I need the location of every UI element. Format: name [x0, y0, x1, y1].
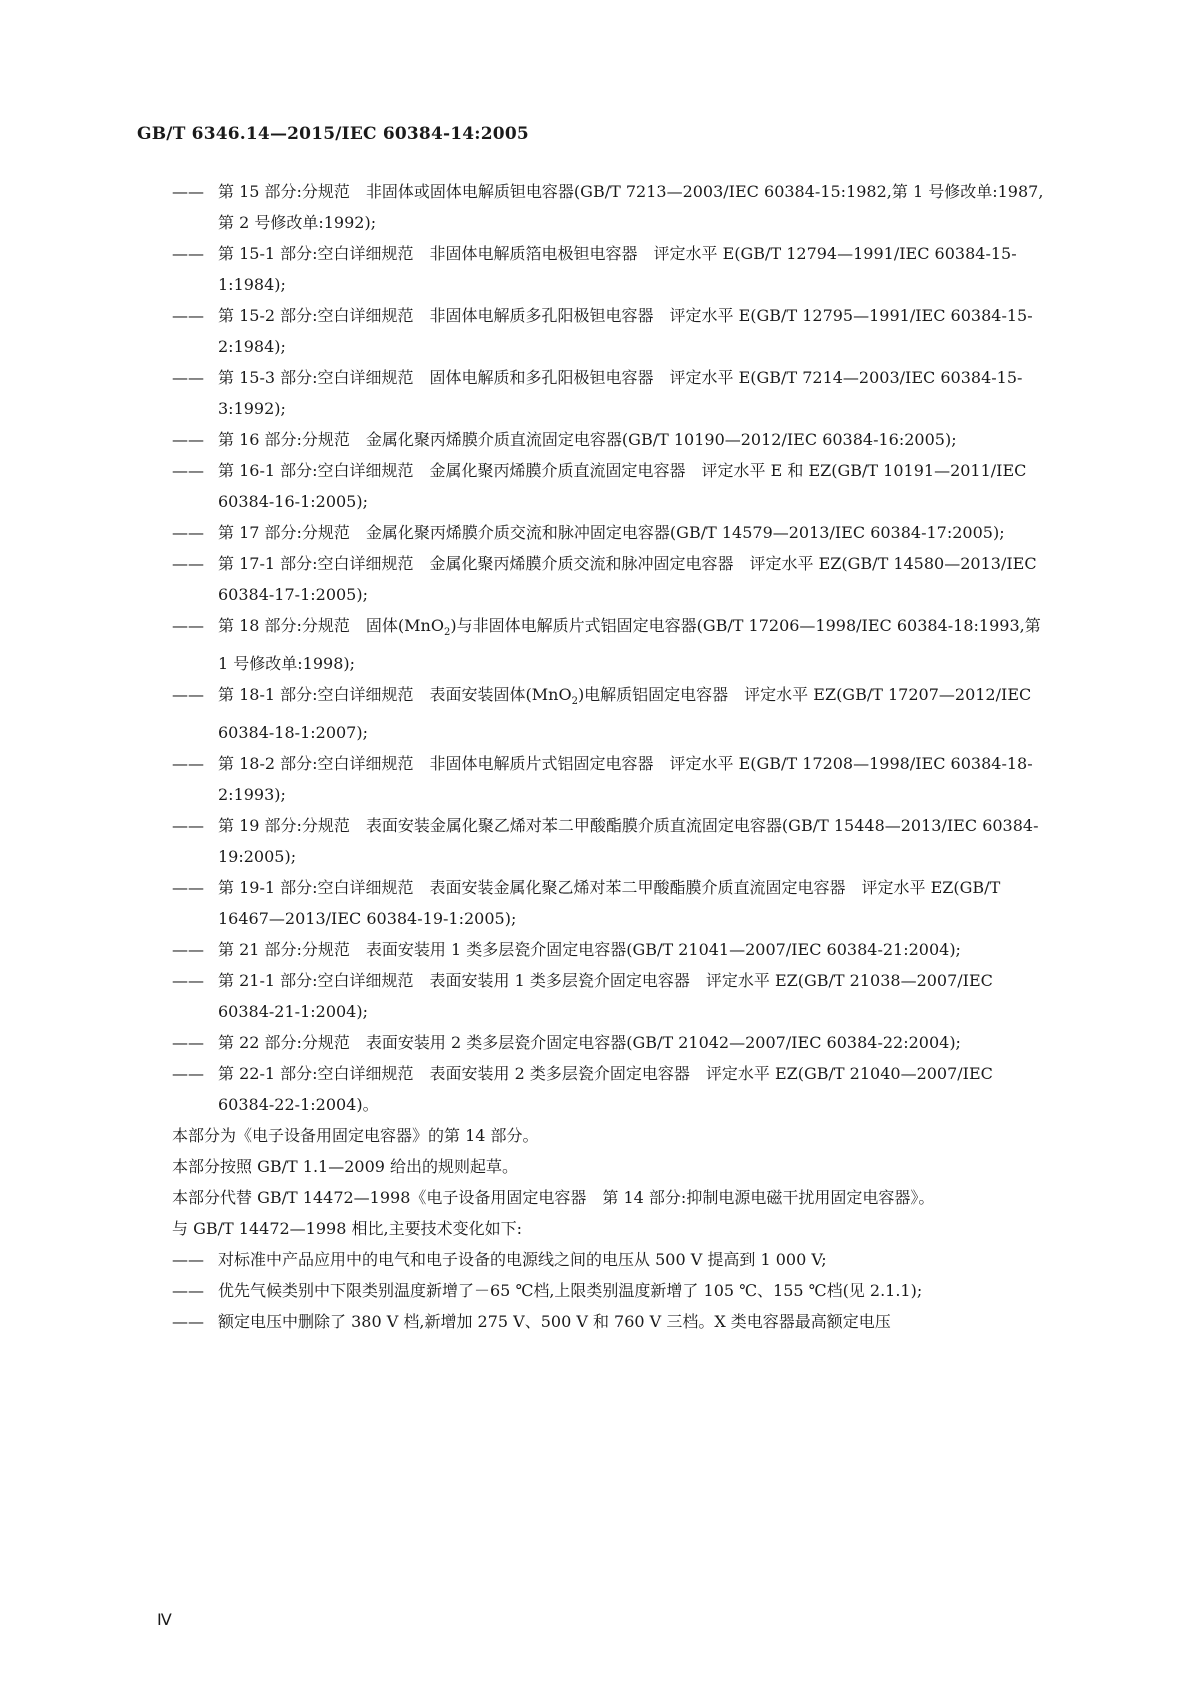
paragraph: 本部分为《电子设备用固定电容器》的第 14 部分。 — [172, 1126, 539, 1146]
list-item-text: 第 17 部分:分规范 金属化聚丙烯膜介质交流和脉冲固定电容器(GB/T 14579—2013/IEC 60384-17:2005); — [218, 523, 1005, 542]
list-item-text-before: 第 18 部分:分规范 固体(MnO — [218, 616, 444, 635]
list-dash: —— — [172, 685, 204, 705]
paragraph: 与 GB/T 14472—1998 相比,主要技术变化如下: — [172, 1219, 522, 1239]
list-item — [172, 424, 1052, 455]
list-item — [172, 1027, 1052, 1058]
list-dash: —— — [172, 430, 204, 449]
list-item — [172, 1306, 1052, 1337]
subscript-two: 2 — [443, 627, 451, 639]
list-item-text: 第 17-1 部分:空白详细规范 金属化聚丙烯膜介质交流和脉冲固定电容器 评定水平 EZ(GB/T 14580—2013/IEC 60384-17-1:2005); — [218, 554, 1037, 604]
list-item-text: 第 19 部分:分规范 表面安装金属化聚乙烯对苯二甲酸酯膜介质直流固定电容器(GB/T 15448—2013/IEC 60384-19:2005); — [218, 816, 1039, 867]
list-dash: —— — [172, 971, 204, 991]
list-dash: —— — [172, 554, 204, 573]
list-item-text: 第 15-1 部分:空白详细规范 非固体电解质箔电极钽电容器 评定水平 E(GB/T 12794—1991/IEC 60384-15-1:1984); — [218, 244, 1017, 294]
list-item-text-after: )与非固体电解质片式铝固定电容器(GB/T 17206—1998/IEC 60384-18:1993,第 1 号修改单:1998); — [218, 616, 1041, 674]
list-dash: —— — [172, 1312, 204, 1332]
list-item — [172, 810, 1052, 872]
list-item-text: 对标准中产品应用中的电气和电子设备的电源线之间的电压从 500 V 提高到 1 000 V; — [218, 1250, 827, 1270]
list-item-text: 优先气候类别中下限类别温度新增了－65 ℃档,上限类别温度新增了 105 ℃、155 ℃档(见 2.1.1); — [218, 1281, 923, 1301]
list-item-text: 第 18-2 部分:空白详细规范 非固体电解质片式铝固定电容器 评定水平 E(GB/T 17208—1998/IEC 60384-18-2:1993); — [218, 754, 1033, 805]
paragraph: 本部分代替 GB/T 14472—1998《电子设备用固定电容器 第 14 部分:抑制电源电磁干扰用固定电容器》。 — [172, 1188, 935, 1208]
page-number: Ⅳ — [157, 1612, 172, 1629]
foreword-paragraphs — [172, 1120, 1052, 1244]
list-dash: —— — [172, 878, 204, 898]
list-item — [172, 965, 1052, 1027]
list-item — [172, 748, 1052, 810]
list-item — [172, 934, 1052, 965]
list-item-text: 第 15 部分:分规范 非固体或固体电解质钽电容器(GB/T 7213—2003/IEC 60384-15:1982,第 1 号修改单:1987,第 2 号修改单:1992); — [218, 182, 1044, 232]
list-item — [172, 362, 1052, 424]
list-item — [172, 238, 1052, 300]
list-dash: —— — [172, 1033, 204, 1053]
list-dash: —— — [172, 1064, 204, 1084]
list-item-text: 第 22-1 部分:空白详细规范 表面安装用 2 类多层瓷介固定电容器 评定水平 EZ(GB/T 21040—2007/IEC 60384-22-1:2004)。 — [218, 1064, 993, 1115]
list-item-text: 第 15-2 部分:空白详细规范 非固体电解质多孔阳极钽电容器 评定水平 E(GB/T 12795—1991/IEC 60384-15-2:1984); — [218, 306, 1033, 356]
list-dash: —— — [172, 754, 204, 774]
list-dash: —— — [172, 244, 204, 263]
list-item — [172, 176, 1052, 238]
list-item-text: 第 21-1 部分:空白详细规范 表面安装用 1 类多层瓷介固定电容器 评定水平 EZ(GB/T 21038—2007/IEC 60384-21-1:2004); — [218, 971, 993, 1022]
list-item — [172, 1244, 1052, 1275]
list-item-text: 第 21 部分:分规范 表面安装用 1 类多层瓷介固定电容器(GB/T 21041—2007/IEC 60384-21:2004); — [218, 940, 961, 960]
list-item — [172, 1275, 1052, 1306]
list-item-text: 第 16-1 部分:空白详细规范 金属化聚丙烯膜介质直流固定电容器 评定水平 E 和 EZ(GB/T 10191—2011/IEC 60384-16-1:2005); — [218, 461, 1027, 511]
list-item-text-before: 第 18-1 部分:空白详细规范 表面安装固体(MnO — [218, 685, 572, 705]
list-item-text: 第 16 部分:分规范 金属化聚丙烯膜介质直流固定电容器(GB/T 10190—2012/IEC 60384-16:2005); — [218, 430, 957, 449]
list-item-text: 第 19-1 部分:空白详细规范 表面安装金属化聚乙烯对苯二甲酸酯膜介质直流固定电容器 评定水平 EZ(GB/T 16467—2013/IEC 60384-19-1:2005); — [218, 878, 1001, 929]
paragraph: 本部分按照 GB/T 1.1—2009 给出的规则起草。 — [172, 1157, 519, 1177]
list-item-text: 第 22 部分:分规范 表面安装用 2 类多层瓷介固定电容器(GB/T 21042—2007/IEC 60384-22:2004); — [218, 1033, 961, 1053]
list-item-text: 第 15-3 部分:空白详细规范 固体电解质和多孔阳极钽电容器 评定水平 E(GB/T 7214—2003/IEC 60384-15-3:1992); — [218, 368, 1023, 418]
list-item — [172, 455, 1052, 517]
subscript-two: 2 — [571, 696, 578, 708]
list-item — [172, 1058, 1052, 1120]
list-dash: —— — [172, 182, 204, 201]
list-item-text: 额定电压中删除了 380 V 档,新增加 275 V、500 V 和 760 V 三档。X 类电容器最高额定电压 — [218, 1312, 891, 1332]
list-item — [172, 517, 1052, 548]
standard-code-header: GB/T 6346.14—2015/IEC 60384-14:2005 — [137, 124, 529, 144]
list-item — [172, 300, 1052, 362]
list-item — [172, 679, 1052, 748]
list-dash: —— — [172, 523, 204, 542]
list-item — [172, 610, 1052, 679]
list-item-text-after: )电解质铝固定电容器 评定水平 EZ(GB/T 17207—2012/IEC 60384-18-1:2007); — [218, 685, 1032, 743]
list-dash: —— — [172, 368, 204, 387]
list-dash: —— — [172, 940, 204, 960]
list-dash: —— — [172, 461, 204, 480]
list-dash: —— — [172, 616, 204, 635]
list-item — [172, 548, 1052, 610]
list-dash: —— — [172, 306, 204, 325]
list-dash: —— — [172, 816, 204, 836]
document-body — [172, 176, 1052, 1337]
changes-list — [172, 1244, 1052, 1337]
parts-list — [172, 176, 1052, 1120]
list-item — [172, 872, 1052, 934]
list-dash: —— — [172, 1281, 204, 1301]
list-dash: —— — [172, 1250, 204, 1270]
